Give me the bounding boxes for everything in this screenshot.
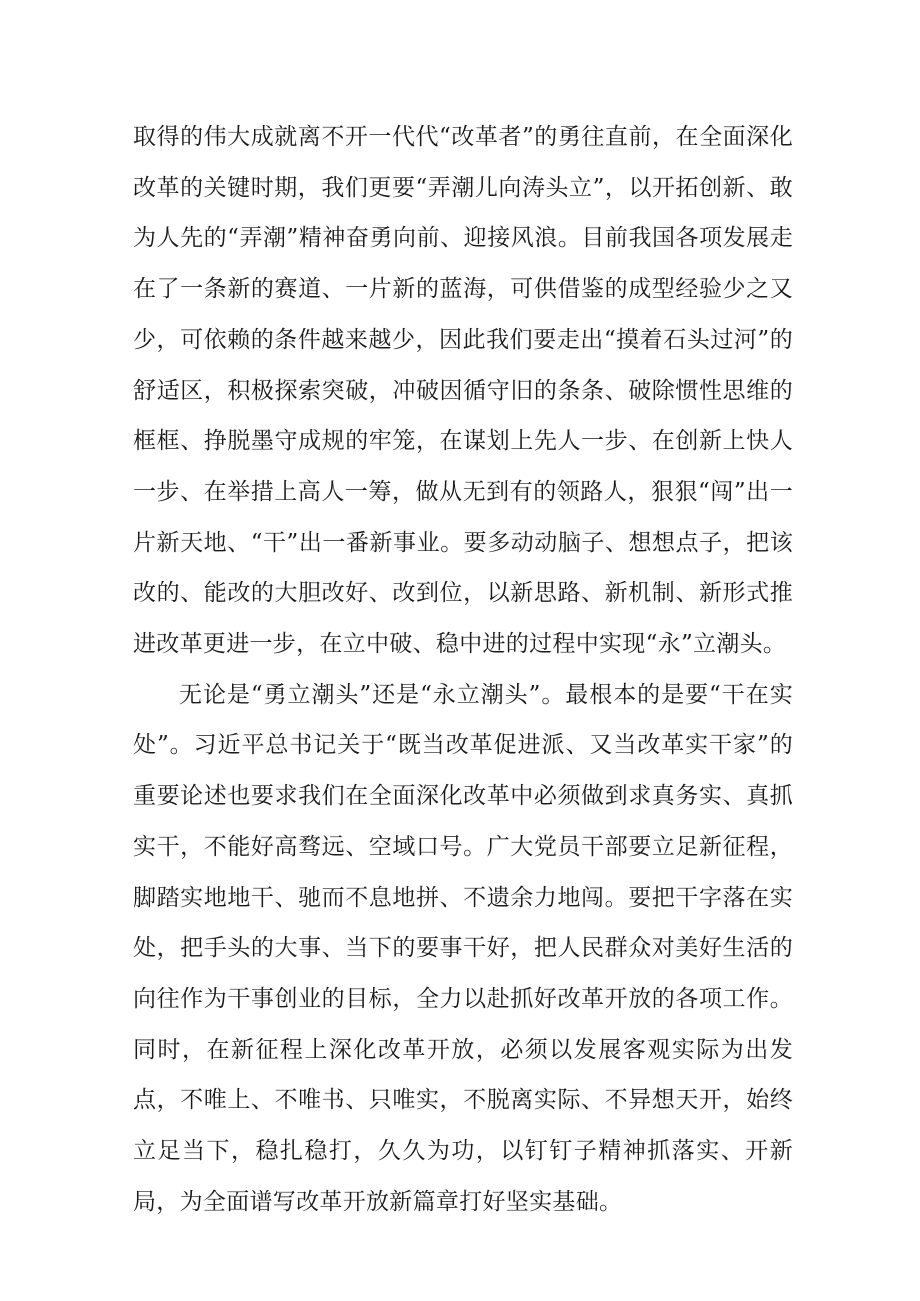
paragraph-continuation: 取得的伟大成就离不开一代代“改革者”的勇往直前，在全面深化改革的关键时期，我们更要“弄潮儿向涛头立”，以开拓创新、敢为人先的“弄潮”精神奋勇向前、迎接风浪。目前我国各项发展走在了一条新的赛道、一片新的蓝海，可供借鉴的成型经验少之又少，可依赖的条件越来越少，因此我们要走出“摸着石头过河”的舒适区，积极探索突破，冲破因循守旧的条条、破除惯性思维的框框、挣脱墨守成规的牢笼，在谋划上先人一步、在创新上快人一步、在举措上高人一筹，做从无到有的领路人，狠狠“闯”出一片新天地、“干”出一番新事业。要多动动脑子、想想点子，把该改的、能改的大胆改好、改到位，以新思路、新机制、新形式推进改革更进一步，在立中破、稳中进的过程中实现“永”立潮头。	[133, 124, 793, 658]
paragraph: 无论是“勇立潮头”还是“永立潮头”。最根本的是要“干在实处”。习近平总书记关于“既当改革促进派、又当改革实干家”的重要论述也要求我们在全面深化改革中必须做到求真务实、真抓实干，不能好高骛远、空域口号。广大党员干部要立足新征程，脚踏实地地干、驰而不息地拼、不遗余力地闯。要把干字落在实处，把手头的大事、当下的要事干好，把人民群众对美好生活的向往作为干事创业的目标，全力以赴抓好改革开放的各项工作。同时，在新征程上深化改革开放，必须以发展客观实际为出发点，不唯上、不唯书、只唯实，不脱离实际、不异想天开，始终立足当下，稳扎稳打，久久为功，以钉钉子精神抓落实、开新局，为全面谱写改革开放新篇章打好坚实基础。	[133, 681, 793, 1215]
document-body	[133, 112, 793, 1227]
